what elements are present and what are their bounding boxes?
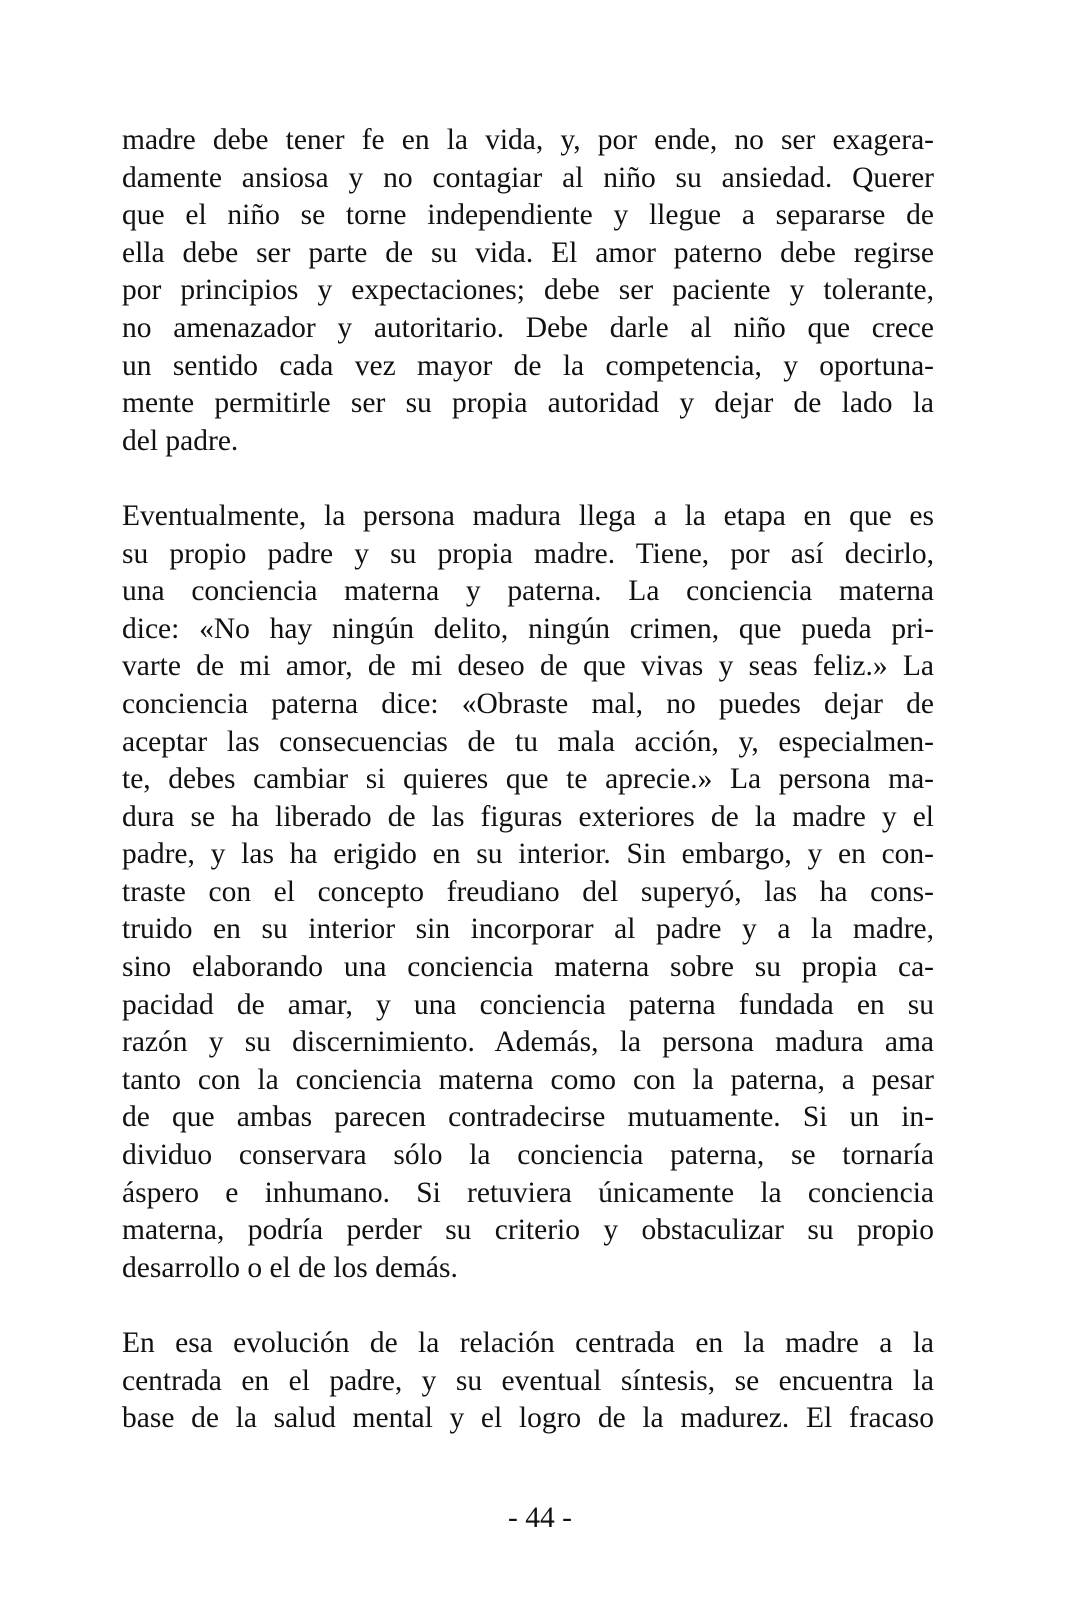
text-line: aceptar las consecuencias de tu mala acción, y, especialmen- (122, 725, 934, 758)
text-line: del padre. (122, 424, 239, 457)
text-line: base de la salud mental y el logro de la madurez. El fracaso (122, 1402, 934, 1435)
text-line: sino elaborando una conciencia materna sobre su propia ca- (122, 951, 934, 984)
text-line: pacidad de amar, y una conciencia paterna fundada en su (122, 988, 934, 1021)
page-number: - 44 - (508, 1502, 572, 1534)
text-line: mente permitirle ser su propia autoridad y dejar de lado la (122, 387, 934, 420)
text-line: dividuo conservara sólo la conciencia paterna, se tornaría (122, 1139, 934, 1172)
text-line: conciencia paterna dice: «Obraste mal, no puedes dejar de (122, 687, 934, 720)
text-line: un sentido cada vez mayor de la competencia, y oportuna- (122, 349, 934, 382)
text-line: áspero e inhumano. Si retuviera únicamente la conciencia (122, 1176, 934, 1209)
text-line: no amenazador y autoritario. Debe darle al niño que crece (122, 311, 934, 344)
text-line: desarrollo o el de los demás. (122, 1251, 458, 1284)
text-line: que el niño se torne independiente y llegue a separarse de (122, 199, 934, 232)
text-line: materna, podría perder su criterio y obstaculizar su propio (122, 1214, 934, 1247)
text-line: una conciencia materna y paterna. La conciencia materna (122, 575, 934, 608)
text-line: te, debes cambiar si quieres que te aprecie.» La persona ma- (122, 763, 934, 796)
text-line: damente ansiosa y no contagiar al niño su ansiedad. Querer (122, 161, 934, 194)
text-line: traste con el concepto freudiano del superyó, las ha cons- (122, 875, 934, 908)
text-line: Eventualmente, la persona madura llega a la etapa en que es (122, 499, 934, 532)
text-line: centrada en el padre, y su eventual síntesis, se encuentra la (122, 1364, 934, 1397)
text-line: madre debe tener fe en la vida, y, por ende, no ser exagera- (122, 124, 934, 156)
text-line: por principios y expectaciones; debe ser paciente y tolerante, (122, 274, 934, 307)
paragraph (122, 1325, 934, 1438)
page-body (122, 122, 934, 1475)
text-line: su propio padre y su propia madre. Tiene, por así decirlo, (122, 537, 934, 570)
text-line: ella debe ser parte de su vida. El amor paterno debe regirse (122, 236, 934, 269)
text-line: razón y su discernimiento. Además, la persona madura ama (122, 1026, 934, 1059)
paragraph (122, 122, 934, 460)
paragraph (122, 498, 934, 1287)
text-line: dice: «No hay ningún delito, ningún crimen, que pueda pri- (122, 612, 934, 645)
text-line: padre, y las ha erigido en su interior. Sin embargo, y en con- (122, 838, 934, 871)
text-line: En esa evolución de la relación centrada en la madre a la (122, 1327, 934, 1359)
text-line: dura se ha liberado de las figuras exteriores de la madre y el (122, 800, 934, 833)
text-line: truido en su interior sin incorporar al padre y a la madre, (122, 913, 934, 946)
text-line: tanto con la conciencia materna como con la paterna, a pesar (122, 1063, 934, 1096)
text-line: de que ambas parecen contradecirse mutuamente. Si un in- (122, 1101, 934, 1134)
text-line: varte de mi amor, de mi deseo de que vivas y seas feliz.» La (122, 650, 934, 683)
